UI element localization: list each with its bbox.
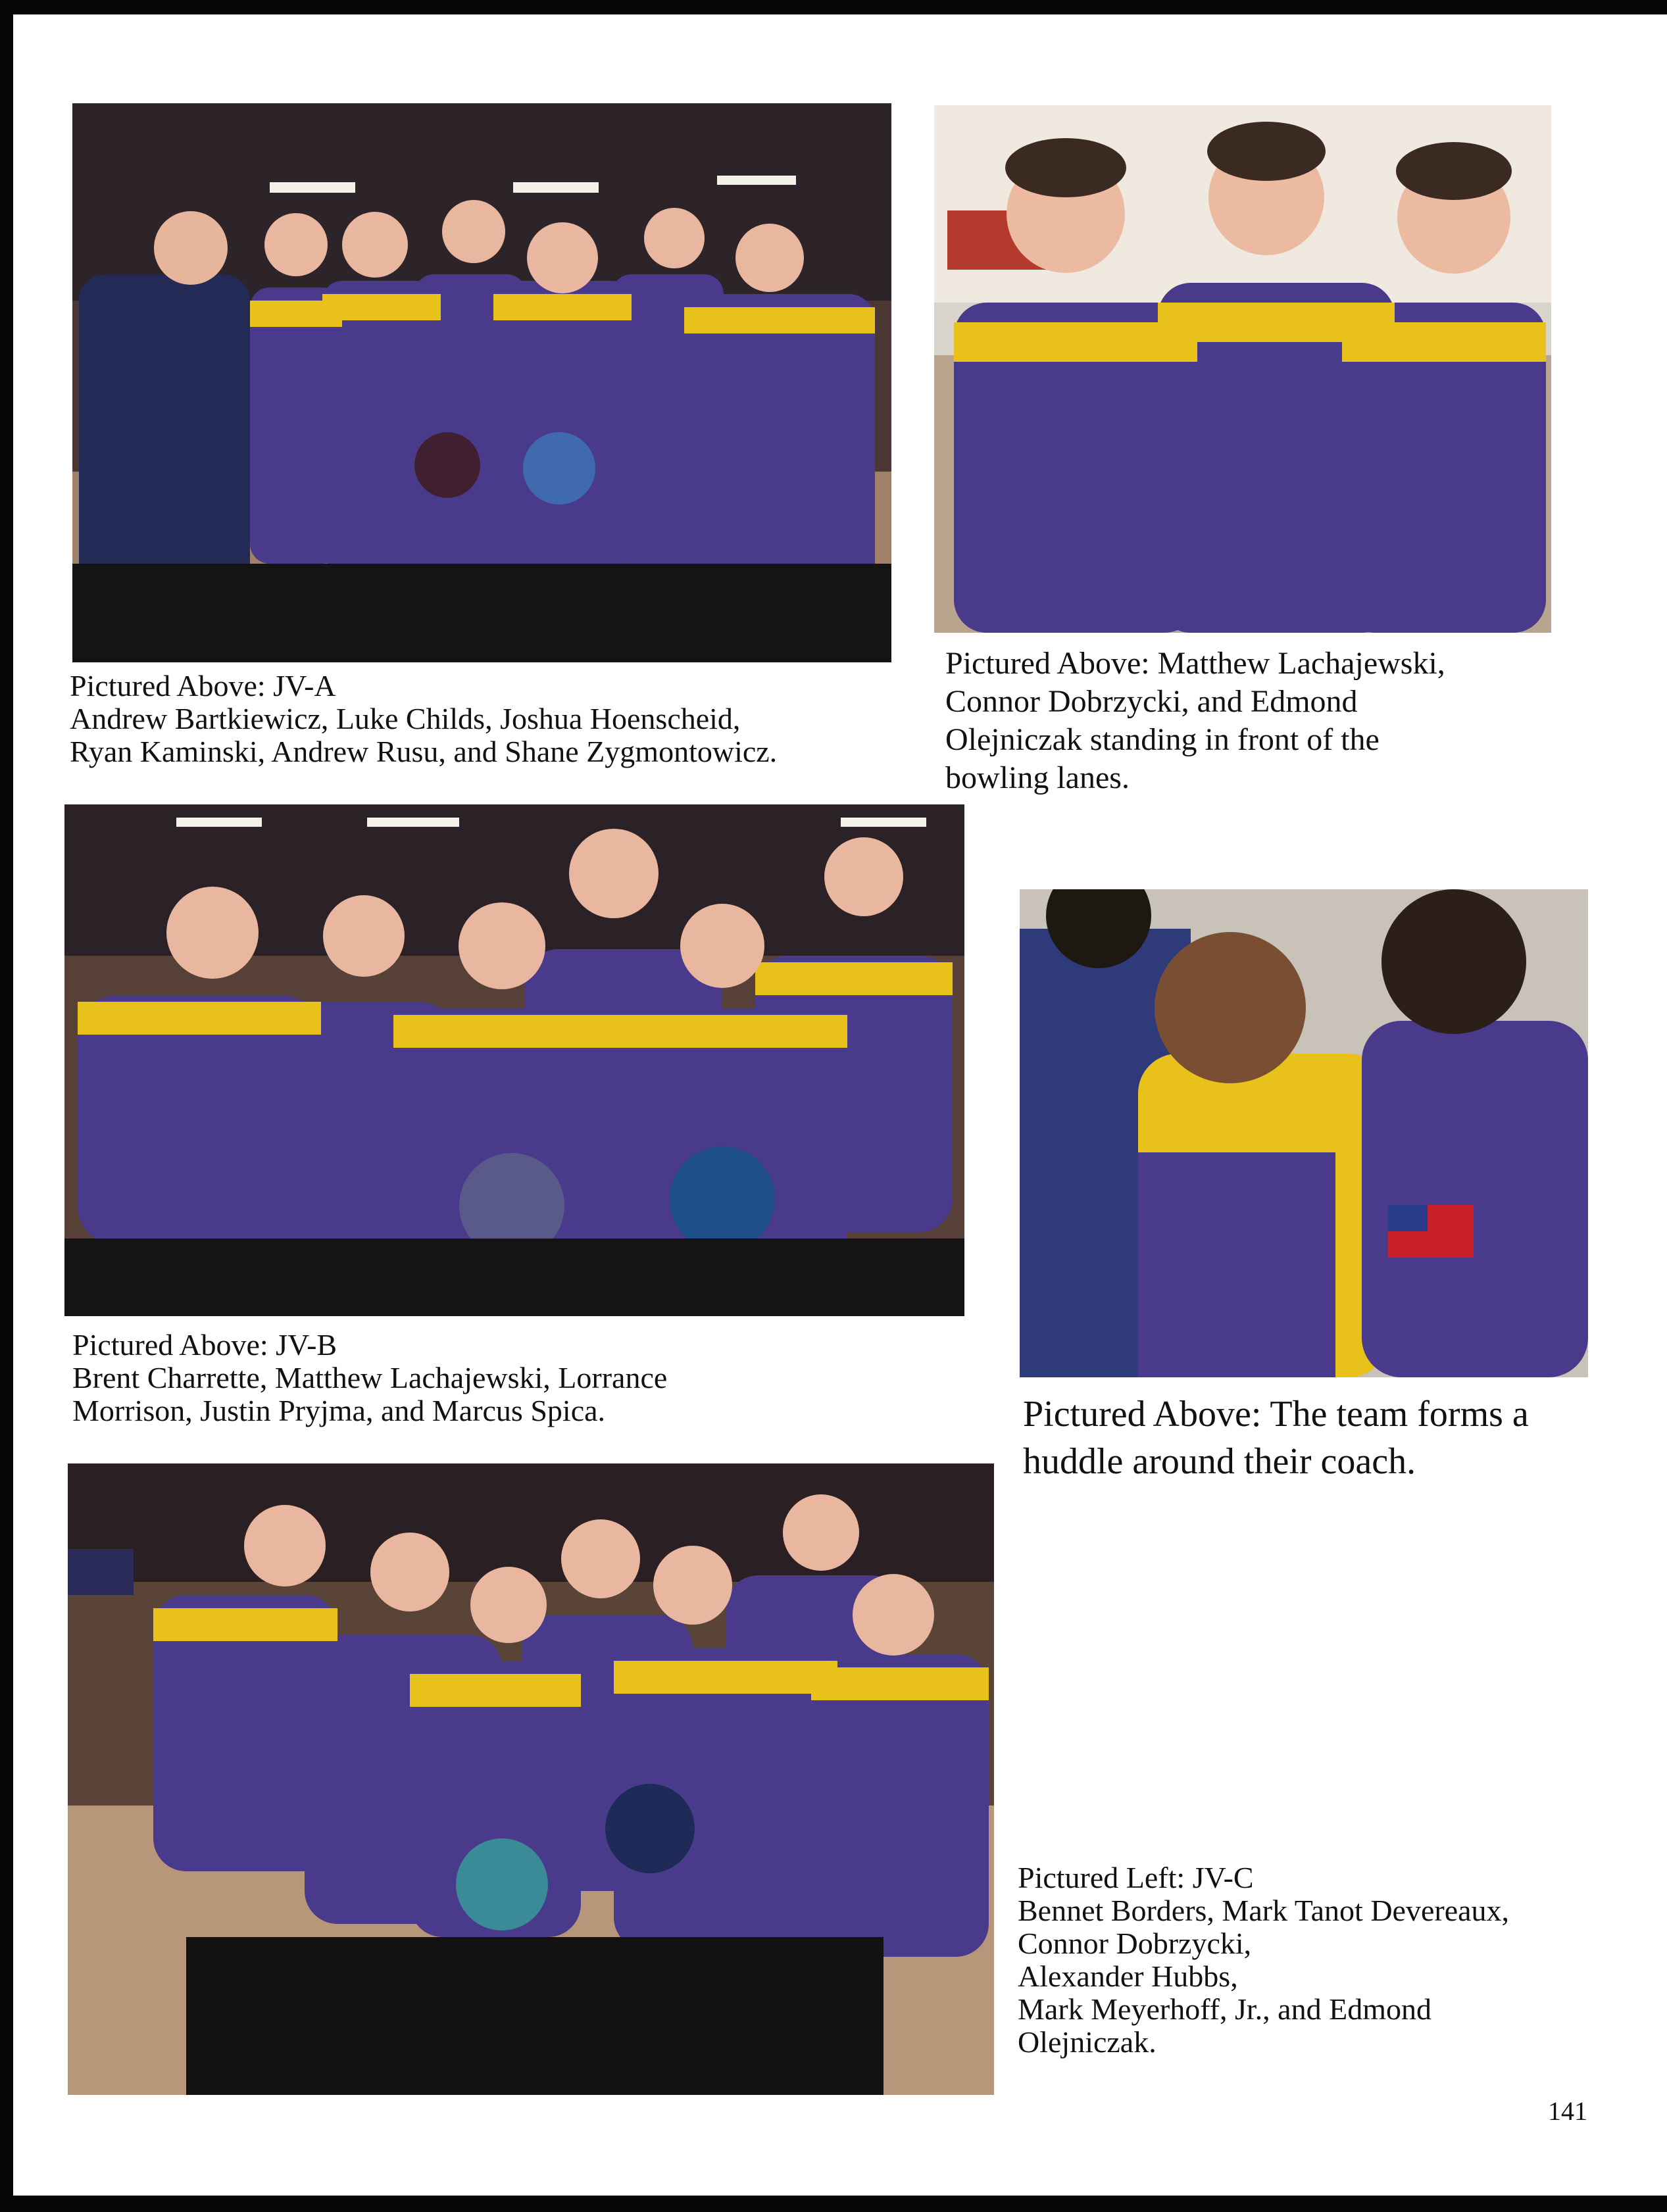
caption-jv-c: [1018, 1861, 1509, 2059]
photo-team-huddle: [1020, 889, 1588, 1377]
caption-line: Pictured Above: The team forms a: [1023, 1394, 1529, 1435]
caption-line: Mark Meyerhoff, Jr., and Edmond: [1018, 1992, 1431, 2026]
photo-jv-a-team: [72, 103, 891, 662]
caption-line: Olejniczak standing in front of the: [945, 722, 1380, 757]
photo-jv-b-team: [64, 804, 964, 1316]
scan-border-top: [0, 0, 1667, 14]
caption-line: Olejniczak.: [1018, 2025, 1157, 2059]
caption-three-bowlers: [945, 645, 1445, 797]
photo-three-bowlers-lanes: [934, 105, 1551, 633]
caption-line: Connor Dobrzycki,: [1018, 1927, 1252, 1960]
photo-jv-c-team: [68, 1463, 994, 2095]
caption-jv-a: [70, 670, 777, 768]
caption-line: Pictured Above: JV-A: [70, 669, 336, 702]
caption-line: Connor Dobrzycki, and Edmond: [945, 684, 1358, 719]
scan-border-left: [0, 0, 13, 2212]
caption-line: Alexander Hubbs,: [1018, 1959, 1238, 1993]
page-number: 141: [1548, 2096, 1587, 2126]
scan-border-bottom: [0, 2196, 1667, 2212]
caption-line: Pictured Above: Matthew Lachajewski,: [945, 646, 1445, 681]
caption-line: Brent Charrette, Matthew Lachajewski, Lorrance: [72, 1361, 668, 1394]
caption-line: Andrew Bartkiewicz, Luke Childs, Joshua Hoenscheid,: [70, 702, 741, 735]
caption-line: Bennet Borders, Mark Tanot Devereaux,: [1018, 1894, 1510, 1927]
caption-line: bowling lanes.: [945, 760, 1130, 795]
caption-line: Pictured Left: JV-C: [1018, 1861, 1254, 1894]
caption-line: huddle around their coach.: [1023, 1441, 1416, 1482]
caption-line: Morrison, Justin Pryjma, and Marcus Spica.: [72, 1394, 606, 1427]
caption-line: Ryan Kaminski, Andrew Rusu, and Shane Zygmontowicz.: [70, 735, 778, 768]
caption-line: Pictured Above: JV-B: [72, 1328, 337, 1362]
caption-jv-b: [72, 1329, 667, 1427]
caption-huddle: [1023, 1390, 1529, 1485]
